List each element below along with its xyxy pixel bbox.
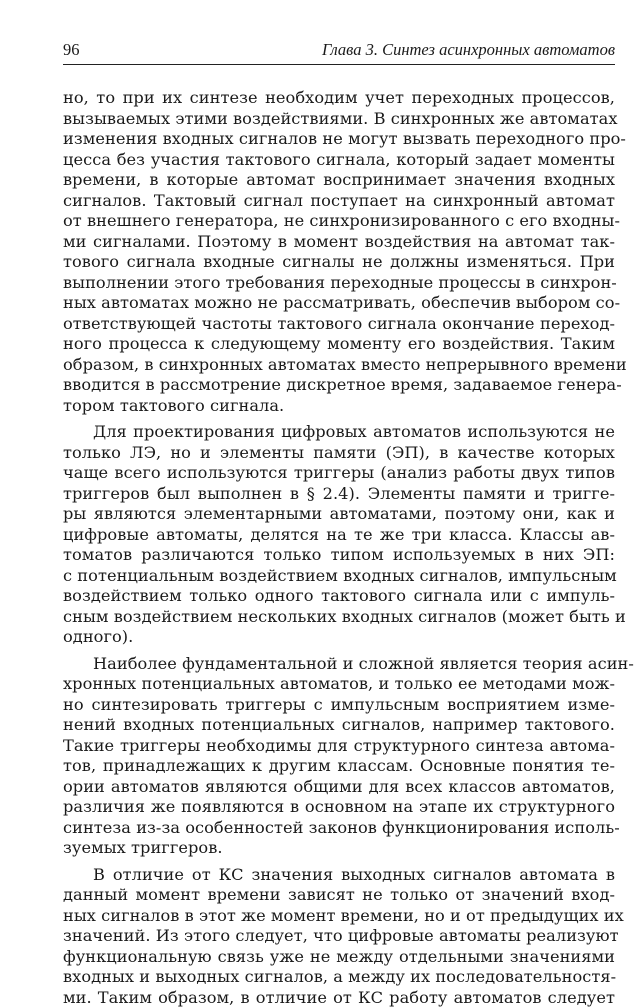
text-line: Наиболее фундаментальной и сложной является теория асин- bbox=[63, 654, 615, 675]
text-line: хронных потенциальных автоматов, и только ее методами мож- bbox=[63, 674, 615, 695]
text-line: сигналов. Тактовый сигнал поступает на синхронный автомат bbox=[63, 191, 615, 212]
running-head: Глава 3. Синтез асинхронных автоматов bbox=[322, 40, 615, 60]
text-line: но синтезировать триггеры с импульсным восприятием изме- bbox=[63, 695, 615, 716]
text-line: цесса без участия тактового сигнала, который задает моменты bbox=[63, 150, 615, 171]
text-line: ных сигналов в этот же момент времени, но и от предыдущих их bbox=[63, 906, 615, 927]
text-line: различия же появляются в основном на этапе их структурного bbox=[63, 797, 615, 818]
text-line: Для проектирования цифровых автоматов используются не bbox=[63, 422, 615, 443]
text-line: выполнении этого требования переходные процессы в синхрон- bbox=[63, 273, 615, 294]
text-line: вызываемых этими воздействиями. В синхронных же автоматах bbox=[63, 109, 615, 130]
text-line: ории автоматов являются общими для всех классов автоматов, bbox=[63, 777, 615, 798]
text-line: нений входных потенциальных сигналов, например тактового. bbox=[63, 715, 615, 736]
text-line: воздействием только одного тактового сигнала или с импуль- bbox=[63, 586, 615, 607]
text-line: с потенциальным воздействием входных сигналов, импульсным bbox=[63, 566, 615, 587]
text-line: зуемых триггеров. bbox=[63, 838, 615, 859]
text-line: от внешнего генератора, не синхронизированного с его входны- bbox=[63, 211, 615, 232]
text-line: В отличие от КС значения выходных сигналов автомата в bbox=[63, 865, 615, 886]
text-line: ответствующей частоты тактового сигнала окончание переход- bbox=[63, 314, 615, 335]
paragraph bbox=[63, 88, 615, 416]
text-line: тов, принадлежащих к другим классам. Основные понятия те- bbox=[63, 756, 615, 777]
text-line: одного). bbox=[63, 627, 615, 648]
page-number: 96 bbox=[63, 40, 80, 60]
text-line: тового сигнала входные сигналы не должны изменяться. При bbox=[63, 252, 615, 273]
text-line: ми. Таким образом, в отличие от КС работу автоматов следует bbox=[63, 988, 615, 1008]
text-line: времени, в которые автомат воспринимает значения входных bbox=[63, 170, 615, 191]
text-line: изменения входных сигналов не могут вызвать переходного про- bbox=[63, 129, 615, 150]
text-line: синтеза из-за особенностей законов функционирования исполь- bbox=[63, 818, 615, 839]
text-line: образом, в синхронных автоматах вместо непрерывного времени bbox=[63, 355, 615, 376]
text-line: входных и выходных сигналов, а между их последовательностя- bbox=[63, 967, 615, 988]
paragraph bbox=[63, 654, 615, 859]
text-line: сным воздействием нескольких входных сигналов (может быть и bbox=[63, 607, 615, 628]
text-line: ры являются элементарными автоматами, поэтому они, как и bbox=[63, 504, 615, 525]
paragraph bbox=[63, 422, 615, 648]
text-line: функциональную связь уже не между отдельными значениями bbox=[63, 947, 615, 968]
page-header bbox=[63, 38, 615, 65]
body-text bbox=[63, 88, 615, 1008]
text-line: триггеров был выполнен в § 2.4). Элементы памяти и тригге- bbox=[63, 484, 615, 505]
paragraph bbox=[63, 865, 615, 1008]
text-line: только ЛЭ, но и элементы памяти (ЭП), в качестве которых bbox=[63, 443, 615, 464]
text-line: тором тактового сигнала. bbox=[63, 396, 615, 417]
text-line: ми сигналами. Поэтому в момент воздействия на автомат так- bbox=[63, 232, 615, 253]
text-line: вводится в рассмотрение дискретное время, задаваемое генера- bbox=[63, 375, 615, 396]
text-line: томатов различаются только типом используемых в них ЭП: bbox=[63, 545, 615, 566]
text-line: чаще всего используются триггеры (анализ работы двух типов bbox=[63, 463, 615, 484]
text-line: но, то при их синтезе необходим учет переходных процессов, bbox=[63, 88, 615, 109]
text-line: ного процесса к следующему моменту его воздействия. Таким bbox=[63, 334, 615, 355]
text-line: ных автоматах можно не рассматривать, обеспечив выбором со- bbox=[63, 293, 615, 314]
text-line: данный момент времени зависят не только от значений вход- bbox=[63, 885, 615, 906]
text-line: значений. Из этого следует, что цифровые автоматы реализуют bbox=[63, 926, 615, 947]
text-line: цифровые автоматы, делятся на те же три класса. Классы ав- bbox=[63, 525, 615, 546]
text-line: Такие триггеры необходимы для структурного синтеза автома- bbox=[63, 736, 615, 757]
